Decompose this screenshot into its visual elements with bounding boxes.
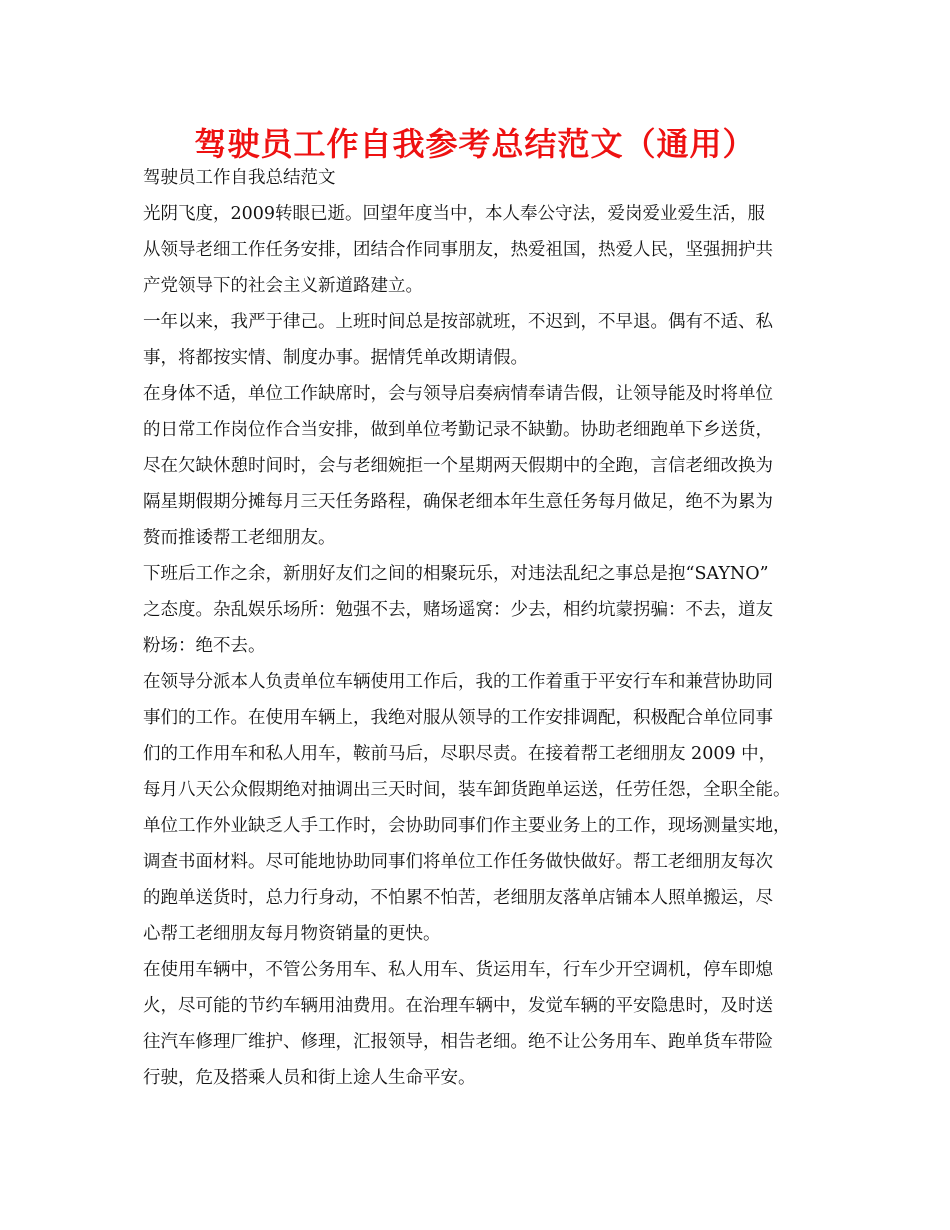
text-line: 调查书面材料。尽可能地协助同事们将单位工作任务做快做好。帮工老细朋友每次 (143, 852, 773, 872)
paragraph (143, 556, 833, 664)
text-line: 的日常工作岗位作合当安排，做到单位考勤记录不缺勤。协助老细跑单下乡送货， (143, 420, 773, 440)
paragraph (143, 808, 833, 952)
paragraph (143, 196, 833, 304)
text-line: 行驶，危及搭乘人员和街上途人生命平安。 (143, 1068, 476, 1088)
text-line: 事们的工作。在使用车辆上，我绝对服从领导的工作安排调配，积极配合单位同事 (143, 708, 773, 728)
document-title: 驾驶员工作自我参考总结范文（通用） (194, 125, 756, 163)
text-line: 下班后工作之余，新朋好友们之间的相聚玩乐，对违法乱纪之事总是抱“SAYNO” (143, 564, 769, 584)
document-subtitle (143, 160, 833, 196)
text-line: 尽在欠缺休憩时间时，会与老细婉拒一个星期两天假期中的全跑，言信老细改换为 (143, 456, 773, 476)
text-line: 的跑单送货时，总力行身动，不怕累不怕苦，老细朋友落单店铺本人照单搬运，尽 (143, 888, 773, 908)
text-line: 往汽车修理厂维护、修理，汇报领导，相告老细。绝不让公务用车、跑单货车带险 (143, 1032, 773, 1052)
paragraph (143, 376, 833, 556)
text-line: 单位工作外业缺乏人手工作时，会协助同事们作主要业务上的工作，现场测量实地， (143, 816, 791, 836)
text-line: 产党领导下的社会主义新道路建立。 (143, 276, 423, 296)
text-line: 在使用车辆中，不管公务用车、私人用车、货运用车，行车少开空调机，停车即熄 (143, 960, 773, 980)
text-line: 粉场：绝不去。 (143, 636, 266, 656)
text-line: 光阴飞度，2009转眼已逝。回望年度当中，本人奉公守法，爱岗爱业爱生活，服 (143, 204, 766, 224)
text-line: 心帮工老细朋友每月物资销量的更快。 (143, 924, 441, 944)
text-line: 之态度。杂乱娱乐场所：勉强不去，赌场遥窝：少去，相约坑蒙拐骗：不去，道友 (143, 600, 773, 620)
text-line: 隔星期假期分摊每月三天任务路程，确保老细本年生意任务每月做足，绝不为累为 (143, 492, 773, 512)
text-line: 一年以来，我严于律己。上班时间总是按部就班，不迟到，不早退。偶有不适、私 (143, 312, 773, 332)
text-line: 每月八天公众假期绝对抽调出三天时间，装车卸货跑单运送，任劳任怨，全职全能。 (143, 780, 791, 800)
text-line: 们的工作用车和私人用车，鞍前马后，尽职尽责。在接着帮工老细朋友 2009 中， (143, 744, 777, 764)
document-body (143, 160, 833, 1096)
paragraph (143, 664, 833, 808)
text-line: 火，尽可能的节约车辆用油费用。在治理车辆中，发觉车辆的平安隐患时，及时送 (143, 996, 773, 1016)
paragraph (143, 952, 833, 1096)
text-line: 在领导分派本人负责单位车辆使用工作后，我的工作着重于平安行车和兼营协助同 (143, 672, 773, 692)
text-line: 驾驶员工作自我总结范文 (143, 168, 336, 188)
text-line: 事，将都按实情、制度办事。据情凭单改期请假。 (143, 348, 528, 368)
text-line: 从领导老细工作任务安排，团结合作同事朋友，热爱祖国，热爱人民，坚强拥护共 (143, 240, 773, 260)
text-line: 赘而推诿帮工老细朋友。 (143, 528, 336, 548)
text-line: 在身体不适，单位工作缺席时，会与领导启奏病情奉请告假，让领导能及时将单位 (143, 384, 773, 404)
paragraph (143, 304, 833, 376)
